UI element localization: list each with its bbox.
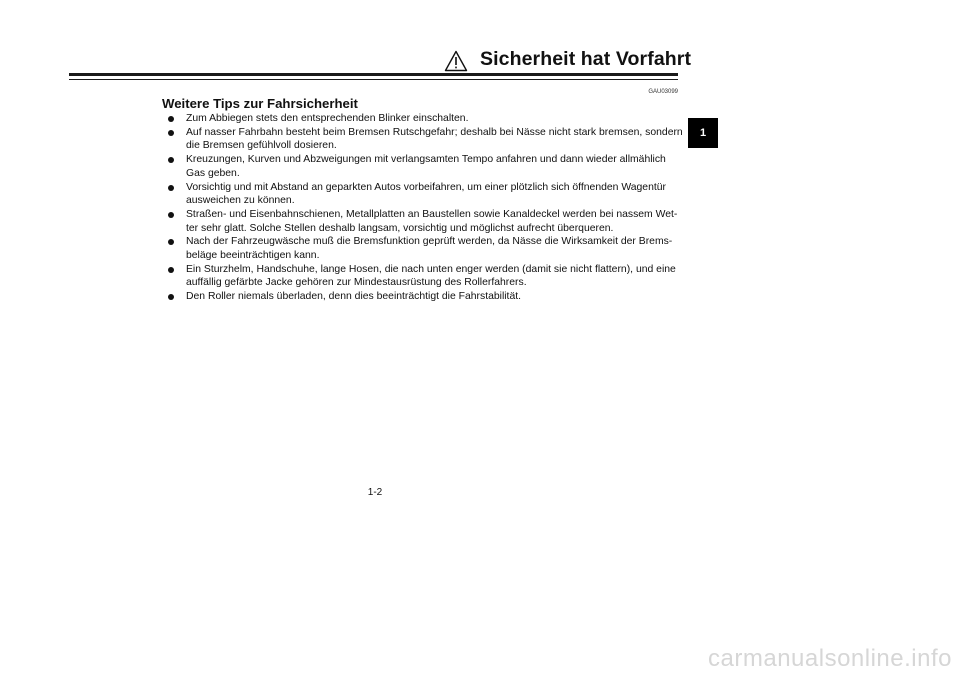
- list-item: [166, 290, 686, 304]
- header-rule-thick: [69, 73, 678, 76]
- tip-line: Vorsichtig und mit Abstand an geparkten Autos vorbeifahren, um einer plötzlich sich öffnenden Wagentür: [186, 181, 666, 193]
- tip-line: ter sehr glatt. Solche Stellen deshalb langsam, vorsichtig und möglichst aufrecht überqueren.: [186, 222, 614, 234]
- page-header: [410, 44, 692, 74]
- list-item: [166, 153, 686, 180]
- bullet-icon: [168, 212, 174, 218]
- tip-line: Nach der Fahrzeugwäsche muß die Bremsfunktion geprüft werden, da Nässe die Wirksamkeit der Brems-: [186, 236, 673, 248]
- header-rule-thin: [69, 79, 678, 80]
- list-item: [166, 126, 686, 153]
- tip-line: beläge beeinträchtigen kann.: [186, 250, 320, 262]
- warning-triangle-icon: [444, 50, 468, 72]
- list-item: [166, 235, 686, 262]
- bullet-icon: [168, 294, 174, 300]
- list-item: [166, 208, 686, 235]
- tip-line: ausweichen zu können.: [186, 195, 295, 207]
- tip-line: Den Roller niemals überladen, denn dies beeinträchtigt die Fahrstabilität.: [186, 291, 522, 303]
- page-number: 1-2: [367, 487, 383, 498]
- watermark: carmanualsonline.info: [708, 645, 952, 672]
- bullet-icon: [168, 116, 174, 122]
- page-title: Sicherheit hat Vorfahrt: [480, 48, 692, 70]
- bullet-icon: [168, 239, 174, 245]
- bullet-icon: [168, 130, 174, 136]
- tip-line: auffällig gefärbte Jacke gehören zur Mindestausrüstung des Rollerfahrers.: [186, 277, 527, 289]
- safety-tips-list: [166, 112, 686, 304]
- bullet-icon: [168, 185, 174, 191]
- bullet-icon: [168, 157, 174, 163]
- tip-line: Auf nasser Fahrbahn besteht beim Bremsen Rutschgefahr; deshalb bei Nässe nicht stark bremsen, sondern: [186, 126, 683, 138]
- bullet-icon: [168, 267, 174, 273]
- tip-line: Gas geben.: [186, 167, 240, 179]
- chapter-tab: 1: [688, 118, 718, 148]
- section-title: Weitere Tips zur Fahrsicherheit: [162, 96, 358, 111]
- tip-line: die Bremsen gefühlvoll dosieren.: [186, 140, 337, 152]
- list-item: [166, 112, 686, 126]
- tip-line: Straßen- und Eisenbahnschienen, Metallplatten an Baustellen sowie Kanaldeckel werden bei nassem Wet-: [186, 208, 678, 220]
- list-item: [166, 263, 686, 290]
- section-code: GAU03099: [648, 89, 678, 95]
- tip-line: Ein Sturzhelm, Handschuhe, lange Hosen, die nach unten enger werden (damit sie nicht flattern), und eine: [186, 263, 676, 275]
- list-item: [166, 181, 686, 208]
- tip-line: Zum Abbiegen stets den entsprechenden Blinker einschalten.: [186, 113, 469, 124]
- tip-line: Kreuzungen, Kurven und Abzweigungen mit verlangsamten Tempo anfahren und dann wieder allmählich: [186, 154, 666, 166]
